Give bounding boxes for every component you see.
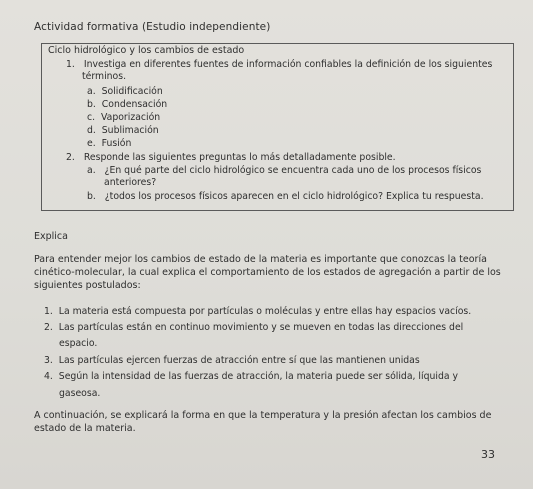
section-heading: Explica: [34, 231, 68, 242]
closing-line: estado de la materia.: [34, 423, 136, 434]
postulate-2: 2. Las partículas están en continuo movimiento y se mueven en todas las direcciones del: [44, 322, 464, 333]
term-item: c. Vaporización: [87, 112, 161, 123]
closing-line: A continuación, se explicará la forma en que la temperatura y la presión afectan los cambios de: [34, 410, 492, 421]
question-1: [66, 59, 492, 70]
term-item: e. Fusión: [87, 138, 132, 149]
question-2-text: Responde las siguientes preguntas lo más detalladamente posible.: [83, 152, 396, 163]
question-2b: b. ¿todos los procesos físicos aparecen en el ciclo hidrológico? Explica tu respuesta.: [87, 191, 484, 202]
term-item: d. Sublimación: [87, 125, 159, 136]
question-2: [66, 152, 396, 163]
intro-paragraph: [34, 253, 501, 292]
question-1-text: Investiga en diferentes fuentes de información confiables la definición de los siguientes: [83, 59, 493, 70]
postulate-1: 1. La materia está compuesta por partículas o moléculas y entre ellas hay espacios vacíos.: [44, 306, 472, 317]
page-number: 33: [481, 448, 495, 461]
postulate-4-cont: gaseosa.: [59, 388, 101, 399]
intro-line: cinético-molecular, la cual explica el comportamiento de los estados de agregación a partir de los: [34, 267, 501, 278]
intro-line: siguientes postulados:: [34, 280, 141, 291]
question-2-number: 2.: [66, 152, 75, 163]
term-item: a. Solidificación: [87, 86, 163, 97]
activity-box: [41, 43, 514, 211]
question-1-number: 1.: [66, 59, 75, 70]
question-2a-cont: anteriores?: [104, 177, 157, 188]
postulate-2-cont: espacio.: [59, 338, 98, 349]
postulate-4: 4. Según la intensidad de las fuerzas de atracción, la materia puede ser sólida, líquida y: [44, 371, 459, 382]
postulate-3: 3. Las partículas ejercen fuerzas de atracción entre sí que las mantienen unidas: [44, 355, 420, 366]
activity-title: Actividad formativa (Estudio independiente): [34, 21, 271, 33]
question-2a: a. ¿En qué parte del ciclo hidrológico se encuentra cada uno de los procesos físicos: [87, 165, 482, 176]
intro-line: Para entender mejor los cambios de estado de la materia es importante que conozcas la teoría: [34, 254, 487, 265]
closing-paragraph: [34, 409, 491, 435]
term-item: b. Condensación: [87, 99, 168, 110]
box-title: Ciclo hidrológico y los cambios de estado: [48, 45, 245, 56]
question-1-text-cont: términos.: [82, 71, 127, 82]
